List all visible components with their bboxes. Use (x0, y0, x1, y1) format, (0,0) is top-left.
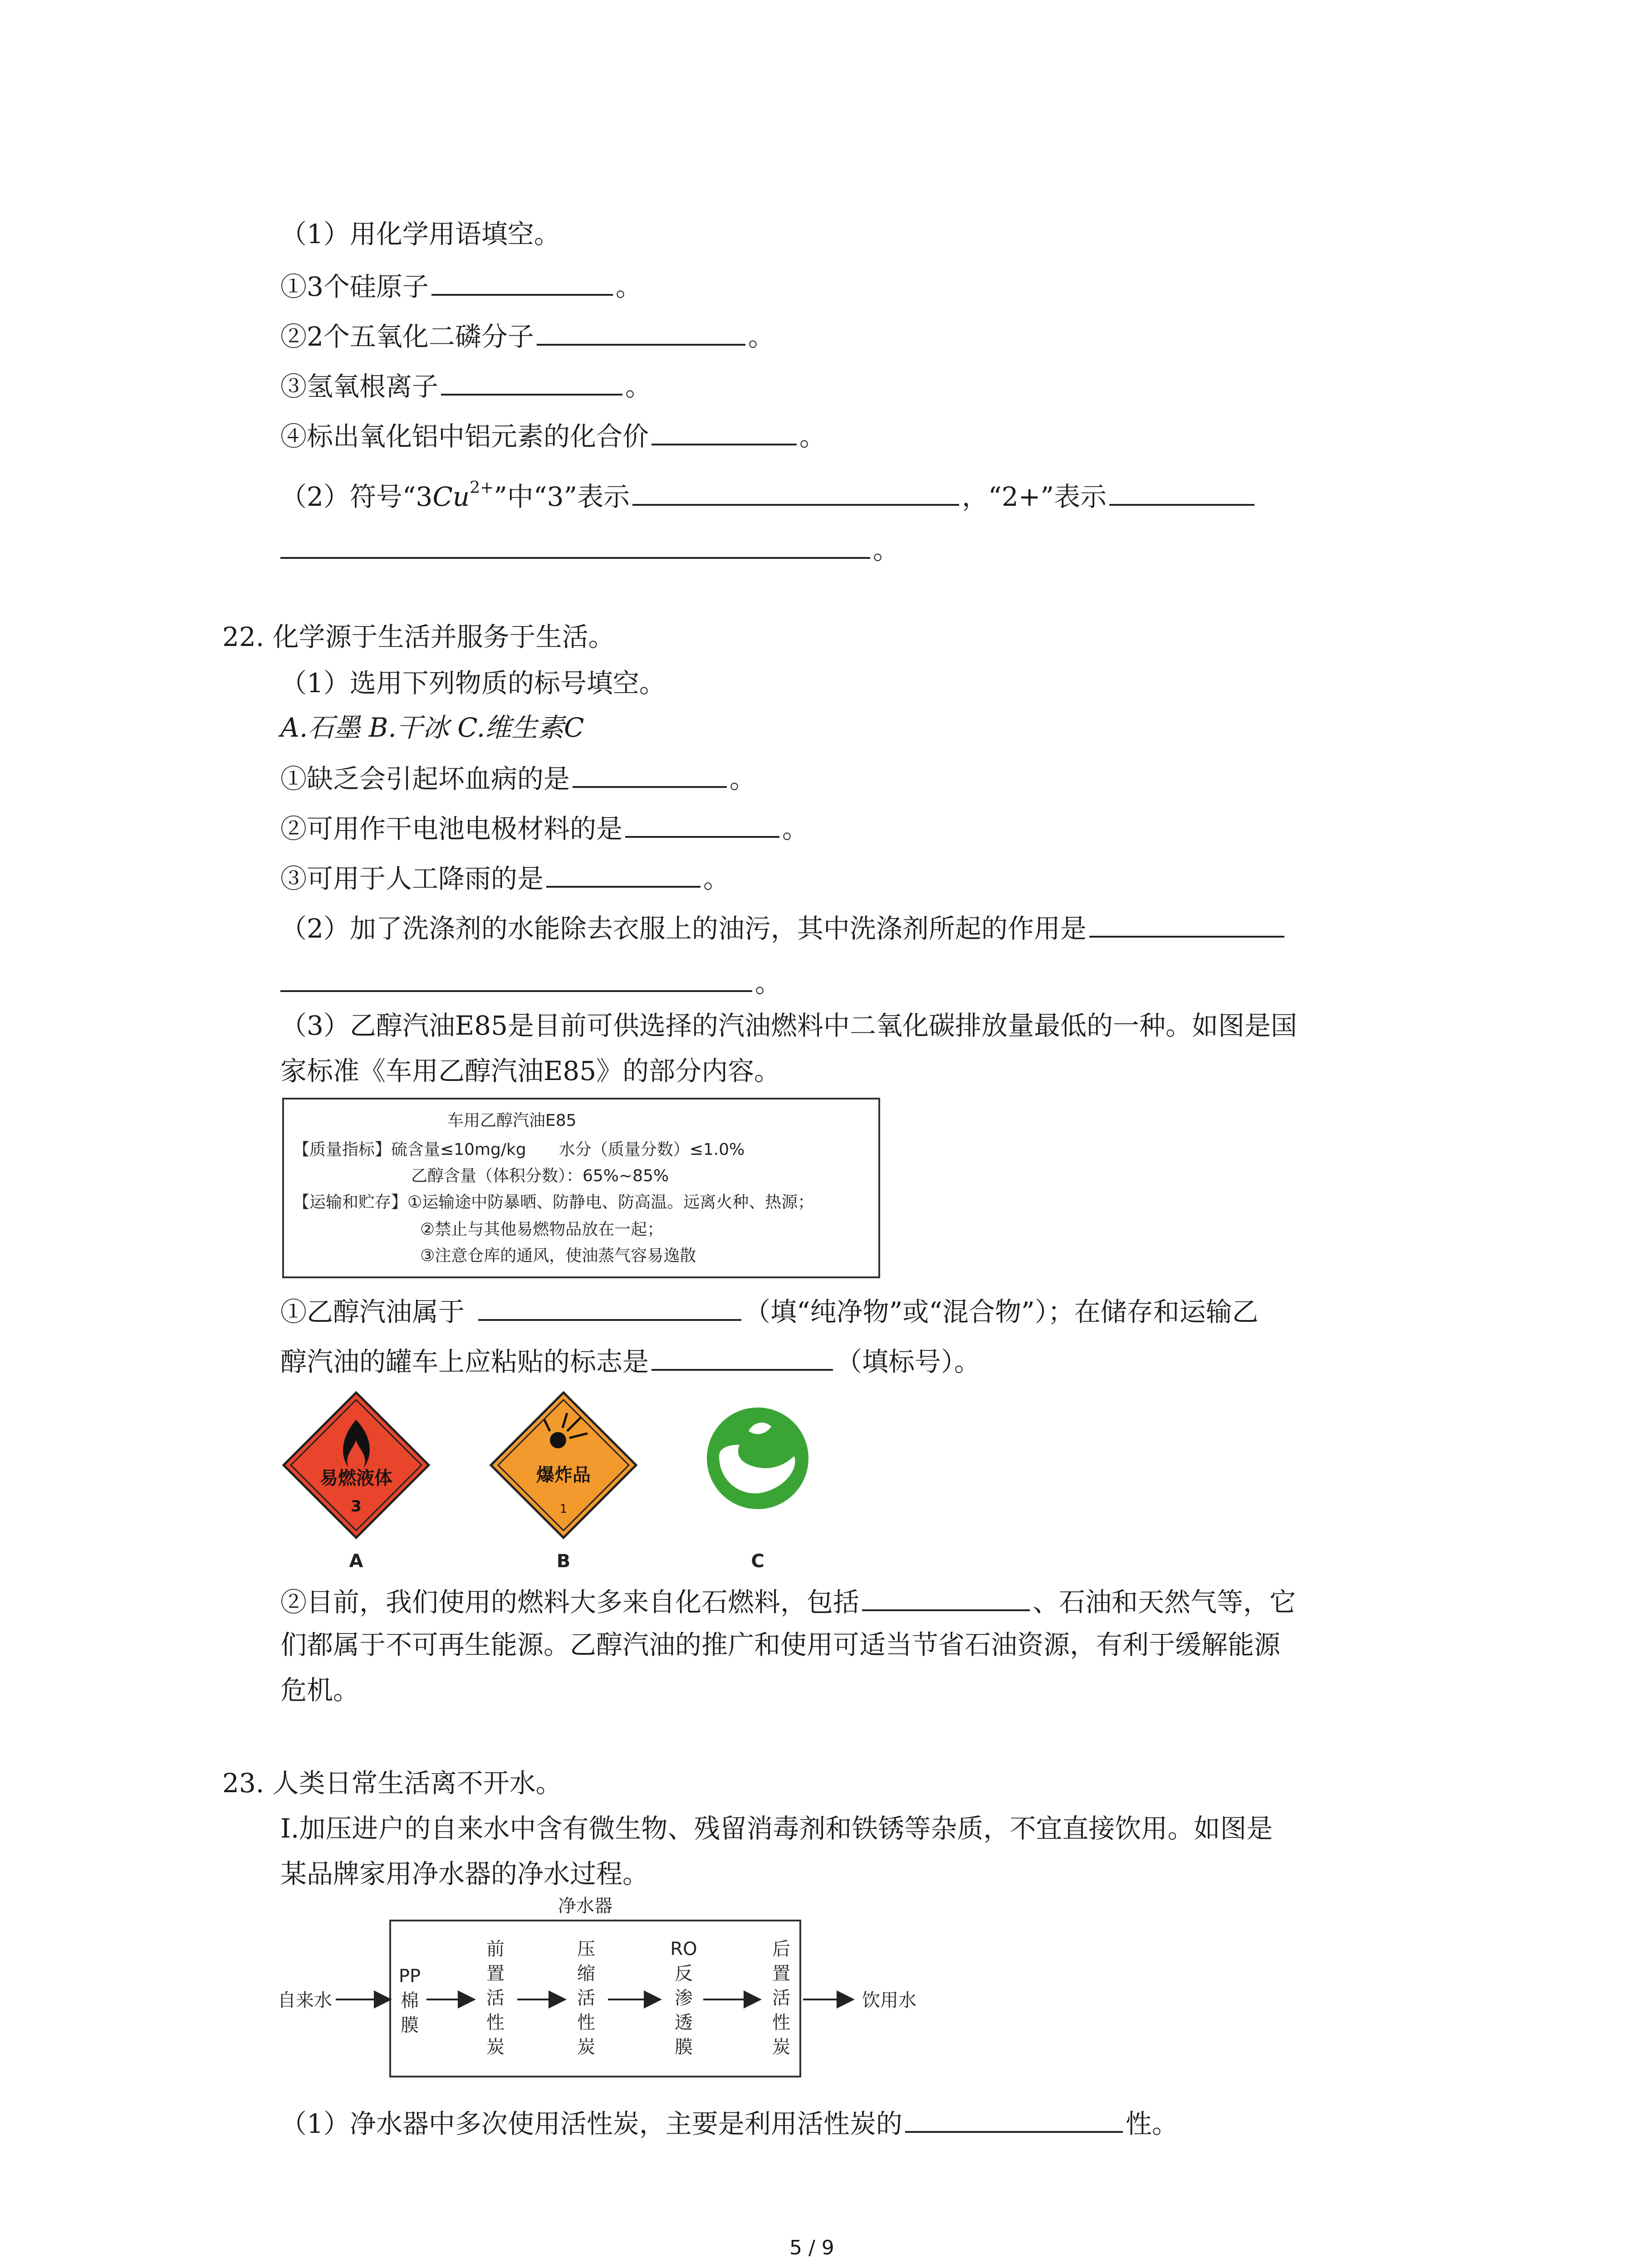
q21-part2-cont: 。 (280, 531, 899, 566)
q22-q1-line1: ①乙醇汽油属于 （填“纯净物”或“混合物”）；在储存和运输乙 (280, 1293, 1259, 1328)
q22-part1: （1）选用下列物质的标号填空。 (280, 668, 666, 699)
q22-part3-line2: 家标准《车用乙醇汽油E85》的部分内容。 (280, 1056, 781, 1086)
flammable-liquid-sign-icon[interactable] (284, 1393, 429, 1538)
answer-blank[interactable] (652, 417, 797, 445)
hazard-signs (272, 1388, 817, 1579)
answer-blank[interactable] (280, 531, 870, 559)
q23-part1-line2: 某品牌家用净水器的净水过程。 (280, 1858, 649, 1889)
sign-b-num: 1 (559, 1502, 568, 1516)
box-line-1: 【质量指标】硫含量≤10mg/kg 水分（质量分数）≤1.0% (293, 1140, 745, 1159)
sign-b-text: 爆炸品 (536, 1465, 591, 1486)
answer-blank[interactable] (546, 860, 700, 888)
q22-part2: （2）加了洗涤剂的水能除去衣服上的油污，其中洗涤剂所起的作用是 (280, 909, 1287, 945)
stage-compressed-carbon: 压缩活性炭 (577, 1939, 595, 2058)
sign-b-label: B (556, 1551, 571, 1572)
q22-options: A.石墨 B.干冰 C.维生素C (280, 712, 584, 743)
q22-part2-cont: 。 (280, 964, 781, 999)
flow-input: 自来水 (278, 1990, 332, 2011)
box-line-2: 乙醇含量（体积分数）：65%~85% (411, 1167, 669, 1185)
stage-ro-membrane: RO反渗透膜 (670, 1939, 697, 2058)
sign-a-label: A (349, 1551, 363, 1572)
box-line-3: 【运输和贮存】①运输途中防暴晒、防静电、防高温。远离火种、热源； (293, 1193, 814, 1212)
standard-info-box (282, 1098, 880, 1278)
q21-item-2: ②2个五氧化二磷分子 。 (280, 318, 774, 353)
answer-blank[interactable] (625, 810, 779, 838)
sign-a-num: 3 (351, 1497, 362, 1515)
q22-item-2: ②可用作干电池电极材料的是 。 (280, 810, 808, 845)
q22-q2-line1: ②目前，我们使用的燃料大多来自化石燃料，包括 、石油和天然气等，它 (280, 1583, 1296, 1618)
q23-part1-line1: Ⅰ.加压进户的自来水中含有微生物、残留消毒剂和铁锈等杂质，不宜直接饮用。如图是 (280, 1813, 1273, 1844)
box-line-5: ③注意仓库的通风，使油蒸气容易逸散 (420, 1246, 696, 1265)
stage-post-carbon: 后置活性炭 (772, 1939, 790, 2058)
answer-blank[interactable] (573, 760, 727, 788)
flow-output: 饮用水 (862, 1990, 916, 2011)
q22-q2-line3: 危机。 (280, 1675, 360, 1706)
stage-pre-carbon: 前置活性炭 (486, 1939, 505, 2058)
sign-c-label: C (751, 1551, 764, 1572)
green-food-sign-icon[interactable] (707, 1408, 808, 1509)
box-title: 车用乙醇汽油E85 (447, 1111, 577, 1130)
answer-blank[interactable] (478, 1293, 741, 1321)
sign-a-text: 易燃液体 (320, 1468, 392, 1489)
q22-item-3: ③可用于人工降雨的是 。 (280, 860, 730, 895)
q23-q1: （1）净水器中多次使用活性炭，主要是利用活性炭的 性。 (280, 2105, 1178, 2140)
flow-title: 净水器 (558, 1896, 612, 1916)
q21-part2: （2）符号“$3Cu^{2+}$”中“3”表示 ，“2+”表示 (280, 472, 1257, 513)
q21-item-1: ①3个硅原子 。 (280, 268, 642, 303)
answer-blank[interactable] (905, 2105, 1123, 2133)
page-number: 5 / 9 (789, 2236, 834, 2259)
answer-blank[interactable] (862, 1583, 1030, 1611)
q21-item-3: ③氢氧根离子 。 (280, 367, 652, 403)
box-line-4: ②禁止与其他易燃物品放在一起； (420, 1220, 664, 1239)
answer-blank[interactable] (537, 318, 745, 346)
answer-blank[interactable] (1089, 909, 1284, 938)
answer-blank[interactable] (632, 478, 959, 506)
q22-q2-line2: 们都属于不可再生能源。乙醇汽油的推广和使用可适当节省石油资源，有利于缓解能源 (280, 1629, 1281, 1660)
q22-part3-line1: （3）乙醇汽油E85是目前可供选择的汽油燃料中二氧化碳排放量最低的一种。如图是国 (280, 1010, 1298, 1041)
q22-q1-line2: 醇汽油的罐车上应粘贴的标志是 （填标号）。 (280, 1343, 980, 1378)
q22-title: 22. 化学源于生活并服务于生活。 (222, 621, 615, 652)
answer-blank[interactable] (441, 367, 622, 396)
answer-blank[interactable] (1109, 478, 1254, 506)
q22-item-1: ①缺乏会引起坏血病的是 。 (280, 760, 756, 795)
stage-pp-membrane: PP棉膜 (398, 1966, 421, 2036)
q23-title: 23. 人类日常生活离不开水。 (222, 1768, 562, 1799)
answer-blank[interactable] (280, 964, 752, 992)
explosive-sign-icon[interactable] (491, 1393, 636, 1538)
flow-arrows (336, 1987, 862, 2019)
answer-blank[interactable] (431, 268, 613, 296)
q21-part1: （1）用化学用语填空。 (280, 219, 560, 249)
q21-item-4: ④标出氧化铝中铝元素的化合价 。 (280, 417, 826, 453)
answer-blank[interactable] (652, 1343, 833, 1371)
